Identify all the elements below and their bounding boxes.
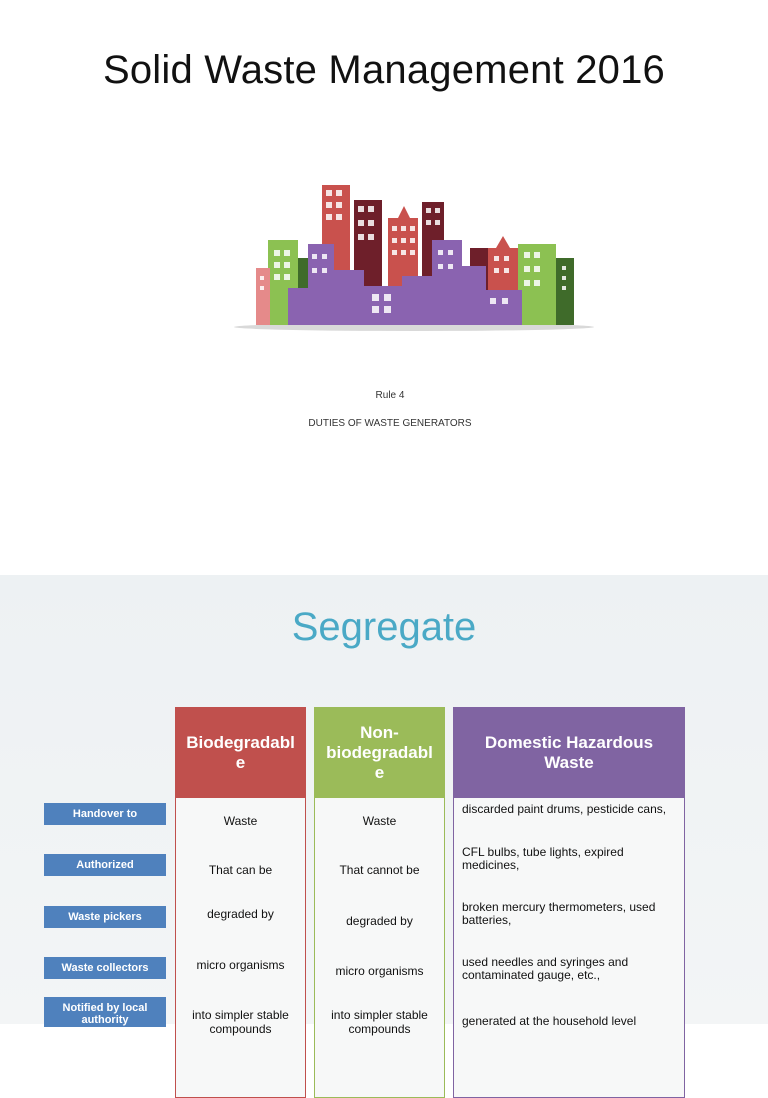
column-header-biodegradable: Biodegradabl e: [175, 707, 306, 798]
table-cell: discarded paint drums, pesticide cans,: [462, 802, 667, 816]
column-body-biodegradable: [175, 798, 306, 1098]
table-cell: CFL bulbs, tube lights, expired medicines,: [462, 845, 624, 872]
table-cell: used needles and syringes and contaminated gauge, etc.,: [462, 955, 629, 982]
table-cell: micro organisms: [196, 958, 285, 972]
rule-label: Rule 4: [375, 390, 405, 401]
column-body-non-biodegradable: [314, 798, 445, 1098]
table-cell: generated at the household level: [462, 1014, 637, 1028]
table-cell: degraded by: [207, 907, 274, 921]
column-biodegradable: [175, 707, 306, 1098]
table-cell: That cannot be: [339, 863, 420, 877]
column-non-biodegradable: [314, 707, 445, 1098]
table-cell: into simpler stable compounds: [192, 1008, 289, 1036]
slide-title-heading: Solid Waste Management 2016: [102, 48, 666, 92]
side-label-authorized: Authorized: [44, 854, 166, 876]
slide-segregate: [0, 575, 768, 1036]
column-body-domestic-hazardous: [453, 798, 685, 1098]
side-label-handover: Handover to: [44, 803, 166, 825]
side-label-notified: Notified by local authority: [44, 997, 166, 1027]
table-cell: into simpler stable compounds: [331, 1008, 428, 1036]
column-domestic-hazardous: [453, 707, 685, 1098]
column-header-domestic-hazardous: Domestic Hazardous Waste: [453, 707, 685, 798]
table-cell: Waste: [362, 814, 397, 828]
table-cell: degraded by: [346, 914, 413, 928]
duties-subtitle: DUTIES OF WASTE GENERATORS: [308, 418, 472, 429]
column-header-non-biodegradable: Non-biodegradabl e: [314, 707, 445, 798]
side-label-waste-collectors: Waste collectors: [44, 957, 166, 979]
table-cell: Waste: [223, 814, 258, 828]
side-label-waste-pickers: Waste pickers: [44, 906, 166, 928]
table-cell: micro organisms: [335, 964, 424, 978]
table-cell: That can be: [208, 863, 273, 877]
city-skyline-illustration: [226, 180, 602, 340]
table-cell: broken mercury thermometers, used batteries,: [462, 900, 656, 927]
segregate-heading: Segregate: [291, 605, 477, 649]
